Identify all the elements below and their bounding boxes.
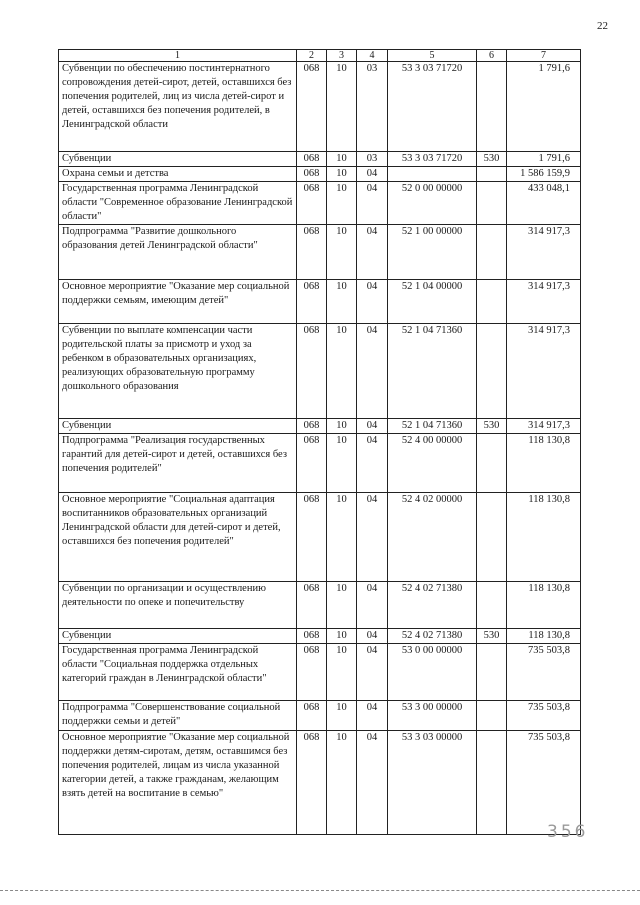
row-subsection-cell: 04	[357, 582, 388, 629]
row-amount-cell: 735 503,8	[507, 731, 581, 835]
row-code-cell: 068	[297, 434, 327, 493]
row-section-cell: 10	[327, 324, 357, 419]
row-section-cell: 10	[327, 701, 357, 731]
row-expense-type-cell: 530	[477, 419, 507, 434]
row-expense-type-cell	[477, 644, 507, 701]
row-code-cell: 068	[297, 582, 327, 629]
row-target-article-cell: 52 4 02 71380	[388, 582, 477, 629]
table-row	[59, 419, 581, 434]
row-expense-type-cell	[477, 280, 507, 324]
row-amount-cell: 1 791,6	[507, 62, 581, 152]
table-row	[59, 182, 581, 225]
row-subsection-cell: 04	[357, 324, 388, 419]
row-section-cell: 10	[327, 582, 357, 629]
row-name-cell: Субвенции	[59, 419, 297, 434]
row-name-cell: Основное мероприятие "Оказание мер социальной поддержки семьям, имеющим детей"	[59, 280, 297, 324]
row-target-article-cell: 52 1 04 71360	[388, 324, 477, 419]
row-amount-cell: 433 048,1	[507, 182, 581, 225]
table-row	[59, 731, 581, 835]
row-code-cell: 068	[297, 629, 327, 644]
row-subsection-cell: 04	[357, 167, 388, 182]
row-expense-type-cell	[477, 582, 507, 629]
row-name-cell: Основное мероприятие "Социальная адаптация воспитанников образовательных организаций Ленинградской области для детей-сирот и детей, оставшихся без попечения родителей"	[59, 493, 297, 582]
row-name-cell: Государственная программа Ленинградской области "Современное образование Ленинградской области"	[59, 182, 297, 225]
row-expense-type-cell	[477, 62, 507, 152]
row-code-cell: 068	[297, 62, 327, 152]
row-amount-cell: 1 586 159,9	[507, 167, 581, 182]
row-amount-cell: 735 503,8	[507, 644, 581, 701]
row-target-article-cell: 53 0 00 00000	[388, 644, 477, 701]
row-section-cell: 10	[327, 644, 357, 701]
table-row	[59, 701, 581, 731]
row-code-cell: 068	[297, 324, 327, 419]
row-subsection-cell: 04	[357, 731, 388, 835]
row-amount-cell: 314 917,3	[507, 280, 581, 324]
row-subsection-cell: 04	[357, 644, 388, 701]
row-amount-cell: 118 130,8	[507, 629, 581, 644]
row-expense-type-cell	[477, 434, 507, 493]
row-section-cell: 10	[327, 225, 357, 280]
row-target-article-cell: 53 3 03 71720	[388, 152, 477, 167]
row-code-cell: 068	[297, 701, 327, 731]
row-code-cell: 068	[297, 731, 327, 835]
table-row	[59, 493, 581, 582]
row-name-cell: Государственная программа Ленинградской области "Социальная поддержка отдельных категорий граждан в Ленинградской области"	[59, 644, 297, 701]
row-name-cell: Основное мероприятие "Оказание мер социальной поддержки детям-сиротам, детям, оставшимся без попечения родителей, лицам из числа указанной категории детей, а также гражданам, желающим взять детей на воспитание в семью"	[59, 731, 297, 835]
row-expense-type-cell	[477, 324, 507, 419]
header-cell: 4	[357, 50, 388, 62]
row-section-cell: 10	[327, 629, 357, 644]
row-section-cell: 10	[327, 167, 357, 182]
row-name-cell: Субвенции	[59, 629, 297, 644]
header-cell: 1	[59, 50, 297, 62]
header-cell: 2	[297, 50, 327, 62]
row-expense-type-cell: 530	[477, 152, 507, 167]
table-row	[59, 167, 581, 182]
table-row	[59, 324, 581, 419]
row-target-article-cell: 52 1 00 00000	[388, 225, 477, 280]
page-bottom-divider	[0, 890, 640, 891]
row-expense-type-cell: 530	[477, 629, 507, 644]
row-subsection-cell: 04	[357, 493, 388, 582]
row-target-article-cell: 53 3 03 71720	[388, 62, 477, 152]
row-subsection-cell: 04	[357, 701, 388, 731]
row-section-cell: 10	[327, 62, 357, 152]
row-code-cell: 068	[297, 644, 327, 701]
row-amount-cell: 1 791,6	[507, 152, 581, 167]
row-section-cell: 10	[327, 419, 357, 434]
row-subsection-cell: 03	[357, 62, 388, 152]
table-row	[59, 225, 581, 280]
row-expense-type-cell	[477, 701, 507, 731]
row-section-cell: 10	[327, 152, 357, 167]
row-name-cell: Охрана семьи и детства	[59, 167, 297, 182]
header-cell: 6	[477, 50, 507, 62]
row-expense-type-cell	[477, 182, 507, 225]
table-row	[59, 434, 581, 493]
row-name-cell: Субвенции	[59, 152, 297, 167]
row-name-cell: Субвенции по выплате компенсации части родительской платы за присмотр и уход за ребенком в образовательных организациях, реализующих образовательную программу дошкольного образования	[59, 324, 297, 419]
row-name-cell: Подпрограмма "Совершенствование социальной поддержки семьи и детей"	[59, 701, 297, 731]
row-target-article-cell: 52 0 00 00000	[388, 182, 477, 225]
row-subsection-cell: 04	[357, 225, 388, 280]
row-section-cell: 10	[327, 434, 357, 493]
row-section-cell: 10	[327, 493, 357, 582]
row-amount-cell: 314 917,3	[507, 419, 581, 434]
row-amount-cell: 118 130,8	[507, 434, 581, 493]
row-amount-cell: 118 130,8	[507, 582, 581, 629]
row-expense-type-cell	[477, 167, 507, 182]
row-subsection-cell: 04	[357, 629, 388, 644]
row-name-cell: Субвенции по обеспечению постинтернатного сопровождения детей-сирот, детей, оставшихся без попечения родителей, лиц из числа детей-сирот и детей, оставшихся без попечения родителей, в Ленинградской области	[59, 62, 297, 152]
row-subsection-cell: 04	[357, 434, 388, 493]
row-target-article-cell: 53 3 03 00000	[388, 731, 477, 835]
row-code-cell: 068	[297, 225, 327, 280]
row-code-cell: 068	[297, 152, 327, 167]
table-row	[59, 280, 581, 324]
row-target-article-cell: 52 1 04 71360	[388, 419, 477, 434]
row-amount-cell: 118 130,8	[507, 493, 581, 582]
row-code-cell: 068	[297, 493, 327, 582]
header-cell: 5	[388, 50, 477, 62]
table-row	[59, 644, 581, 701]
row-name-cell: Подпрограмма "Реализация государственных гарантий для детей-сирот и детей, оставшихся без попечения родителей"	[59, 434, 297, 493]
row-expense-type-cell	[477, 493, 507, 582]
row-subsection-cell: 03	[357, 152, 388, 167]
row-code-cell: 068	[297, 182, 327, 225]
table-row	[59, 152, 581, 167]
row-code-cell: 068	[297, 280, 327, 324]
row-code-cell: 068	[297, 419, 327, 434]
row-subsection-cell: 04	[357, 280, 388, 324]
row-expense-type-cell	[477, 225, 507, 280]
row-target-article-cell	[388, 167, 477, 182]
header-cell: 3	[327, 50, 357, 62]
row-subsection-cell: 04	[357, 419, 388, 434]
row-section-cell: 10	[327, 731, 357, 835]
table-row	[59, 62, 581, 152]
row-target-article-cell: 52 4 02 00000	[388, 493, 477, 582]
row-target-article-cell: 53 3 00 00000	[388, 701, 477, 731]
row-section-cell: 10	[327, 182, 357, 225]
header-cell: 7	[507, 50, 581, 62]
table-row	[59, 629, 581, 644]
row-code-cell: 068	[297, 167, 327, 182]
handwritten-page-stamp: 356	[547, 822, 589, 842]
page-number: 22	[597, 20, 608, 32]
row-expense-type-cell	[477, 731, 507, 835]
table-row	[59, 582, 581, 629]
budget-table	[58, 49, 581, 835]
row-name-cell: Субвенции по организации и осуществлению деятельности по опеке и попечительству	[59, 582, 297, 629]
row-amount-cell: 314 917,3	[507, 225, 581, 280]
row-name-cell: Подпрограмма "Развитие дошкольного образования детей Ленинградской области"	[59, 225, 297, 280]
row-subsection-cell: 04	[357, 182, 388, 225]
row-target-article-cell: 52 4 00 00000	[388, 434, 477, 493]
row-target-article-cell: 52 4 02 71380	[388, 629, 477, 644]
row-section-cell: 10	[327, 280, 357, 324]
table-header-row	[59, 50, 581, 62]
row-amount-cell: 314 917,3	[507, 324, 581, 419]
row-target-article-cell: 52 1 04 00000	[388, 280, 477, 324]
row-amount-cell: 735 503,8	[507, 701, 581, 731]
